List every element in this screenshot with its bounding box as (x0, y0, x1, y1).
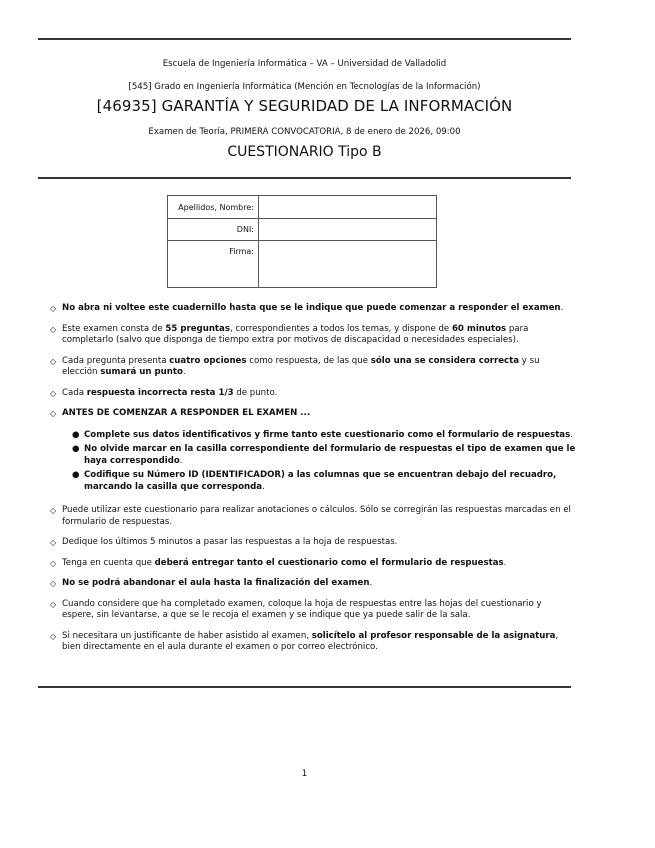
name-field[interactable] (259, 196, 437, 219)
name-label: Apellidos, Nombre: (168, 196, 259, 219)
bold-text: cuatro opciones (169, 355, 247, 366)
sub-list-item (72, 470, 579, 493)
diamond-bullet-icon: ◇ (50, 304, 57, 313)
bold-text: 55 preguntas (165, 323, 230, 334)
dot-bullet-icon: ● (72, 470, 80, 480)
diamond-bullet-icon: ◇ (50, 579, 57, 588)
bold-text: respuesta incorrecta resta 1/3 (86, 387, 234, 398)
bold-text: ANTES DE COMENZAR A RESPONDER EL EXAMEN ... (62, 408, 311, 418)
dni-label: DNI: (168, 219, 259, 241)
questionnaire-title: CUESTIONARIO Tipo B (227, 144, 382, 160)
header-rule (38, 177, 571, 179)
diamond-bullet-icon: ◇ (50, 409, 57, 418)
bold-text: sumará un punto (100, 367, 183, 377)
bold-text: deberá entregar tanto el cuestionario como el formulario de respuestas (154, 557, 504, 568)
dot-bullet-icon: ● (72, 429, 80, 440)
footer-rule (38, 686, 571, 688)
list-item (50, 303, 575, 315)
bold-text: No se podrá abandonar el aula hasta la finalización del examen (62, 578, 370, 588)
exam-info: Examen de Teoría, PRIMERA CONVOCATORIA, 8 de enero de 2026, 09:00 (148, 127, 461, 137)
text: . (262, 481, 265, 492)
text: Si necesitara un justificante de haber asistido al examen, (62, 630, 312, 641)
instructions-list (50, 303, 575, 663)
list-item (50, 599, 575, 622)
text: . (369, 578, 373, 588)
sub-list-item (72, 444, 579, 467)
diamond-bullet-icon: ◇ (50, 388, 57, 398)
text: , bien directamente en el aula durante el examen o por correo electrónico. (62, 630, 559, 652)
dni-field[interactable] (259, 219, 437, 241)
diamond-bullet-icon: ◇ (50, 558, 57, 568)
text: Tenga en cuenta que (62, 557, 155, 568)
bold-text: No abra ni voltee este cuadernillo hasta que se le indique que puede comenzar a responder el examen (62, 303, 561, 313)
degree-name: [545] Grado en Ingeniería Informática (Mención en Tecnologías de la Información) (128, 82, 481, 92)
page-number: 1 (301, 769, 308, 779)
list-item (50, 505, 575, 528)
school-name: Escuela de Ingeniería Informática – VA – Universidad de Valladolid (162, 59, 447, 69)
bold-text: Complete sus datos identificativos y firme tanto este cuestionario como el formulario de respuestas (84, 429, 571, 440)
bold-text: No olvide marcar en la casilla correspondiente del formulario de respuestas el tipo de examen que le haya correspondido (84, 444, 576, 466)
bold-text: Codifique su Número ID (IDENTIFICADOR) a las columnas que se encuentran debajo del recuadro, marcando la casilla que corresponda (84, 470, 557, 492)
text: Este examen consta de (62, 323, 166, 334)
text: . (182, 367, 186, 377)
top-rule (38, 38, 571, 40)
text: , correspondientes a todos los temas, y dispone de (229, 323, 452, 334)
bold-text: sólo una se considera correcta (370, 355, 520, 366)
text: . (560, 303, 564, 313)
bold-text: 60 minutos (451, 323, 507, 334)
list-item (50, 356, 575, 379)
signature-label: Firma: (168, 241, 259, 288)
course-title: [46935] GARANTÍA Y SEGURIDAD DE LA INFORMACIÓN (96, 97, 513, 115)
text: para completarlo (salvo que disponga de tiempo extra por motivos de discapacidad o necesidades especiales). (62, 323, 529, 345)
list-item (50, 558, 575, 570)
diamond-bullet-icon: ◇ (50, 506, 57, 515)
diamond-bullet-icon: ◇ (50, 538, 57, 547)
diamond-bullet-icon: ◇ (50, 631, 57, 641)
text: Cada pregunta presenta (62, 355, 170, 366)
text: . (179, 455, 183, 466)
text: Dedique los últimos 5 minutos a pasar las respuestas a la hoja de respuestas. (62, 537, 398, 547)
diamond-bullet-icon: ◇ (50, 356, 57, 366)
sub-list-item (72, 430, 579, 442)
list-item (50, 388, 575, 400)
list-item (50, 578, 575, 590)
dot-bullet-icon: ● (72, 444, 80, 454)
text: Cada (62, 387, 87, 398)
diamond-bullet-icon: ◇ (50, 599, 57, 609)
signature-field[interactable] (259, 241, 437, 288)
list-item (50, 631, 575, 654)
text: Puede utilizar este cuestionario para realizar anotaciones o cálculos. Sólo se corregirán las respuestas marcadas en el formulario de respuestas. (62, 505, 571, 527)
text: . (503, 557, 507, 568)
text: Cuando considere que ha completado examen, coloque la hoja de respuestas entre las hojas del cuestionario y espere, sin levantarse, a que se le recoja el examen y se indique que ya puede salir de la sala. (62, 598, 542, 620)
list-item (50, 324, 575, 347)
list-item (50, 537, 575, 549)
identification-table (167, 195, 437, 288)
text: . (570, 429, 573, 440)
diamond-bullet-icon: ◇ (50, 324, 57, 334)
text: como respuesta, de las que (246, 355, 371, 366)
list-item (50, 408, 575, 420)
text: y su elección (62, 355, 540, 377)
bold-text: solicítelo al profesor responsable de la asignatura (311, 630, 556, 641)
text: de punto. (233, 387, 278, 398)
